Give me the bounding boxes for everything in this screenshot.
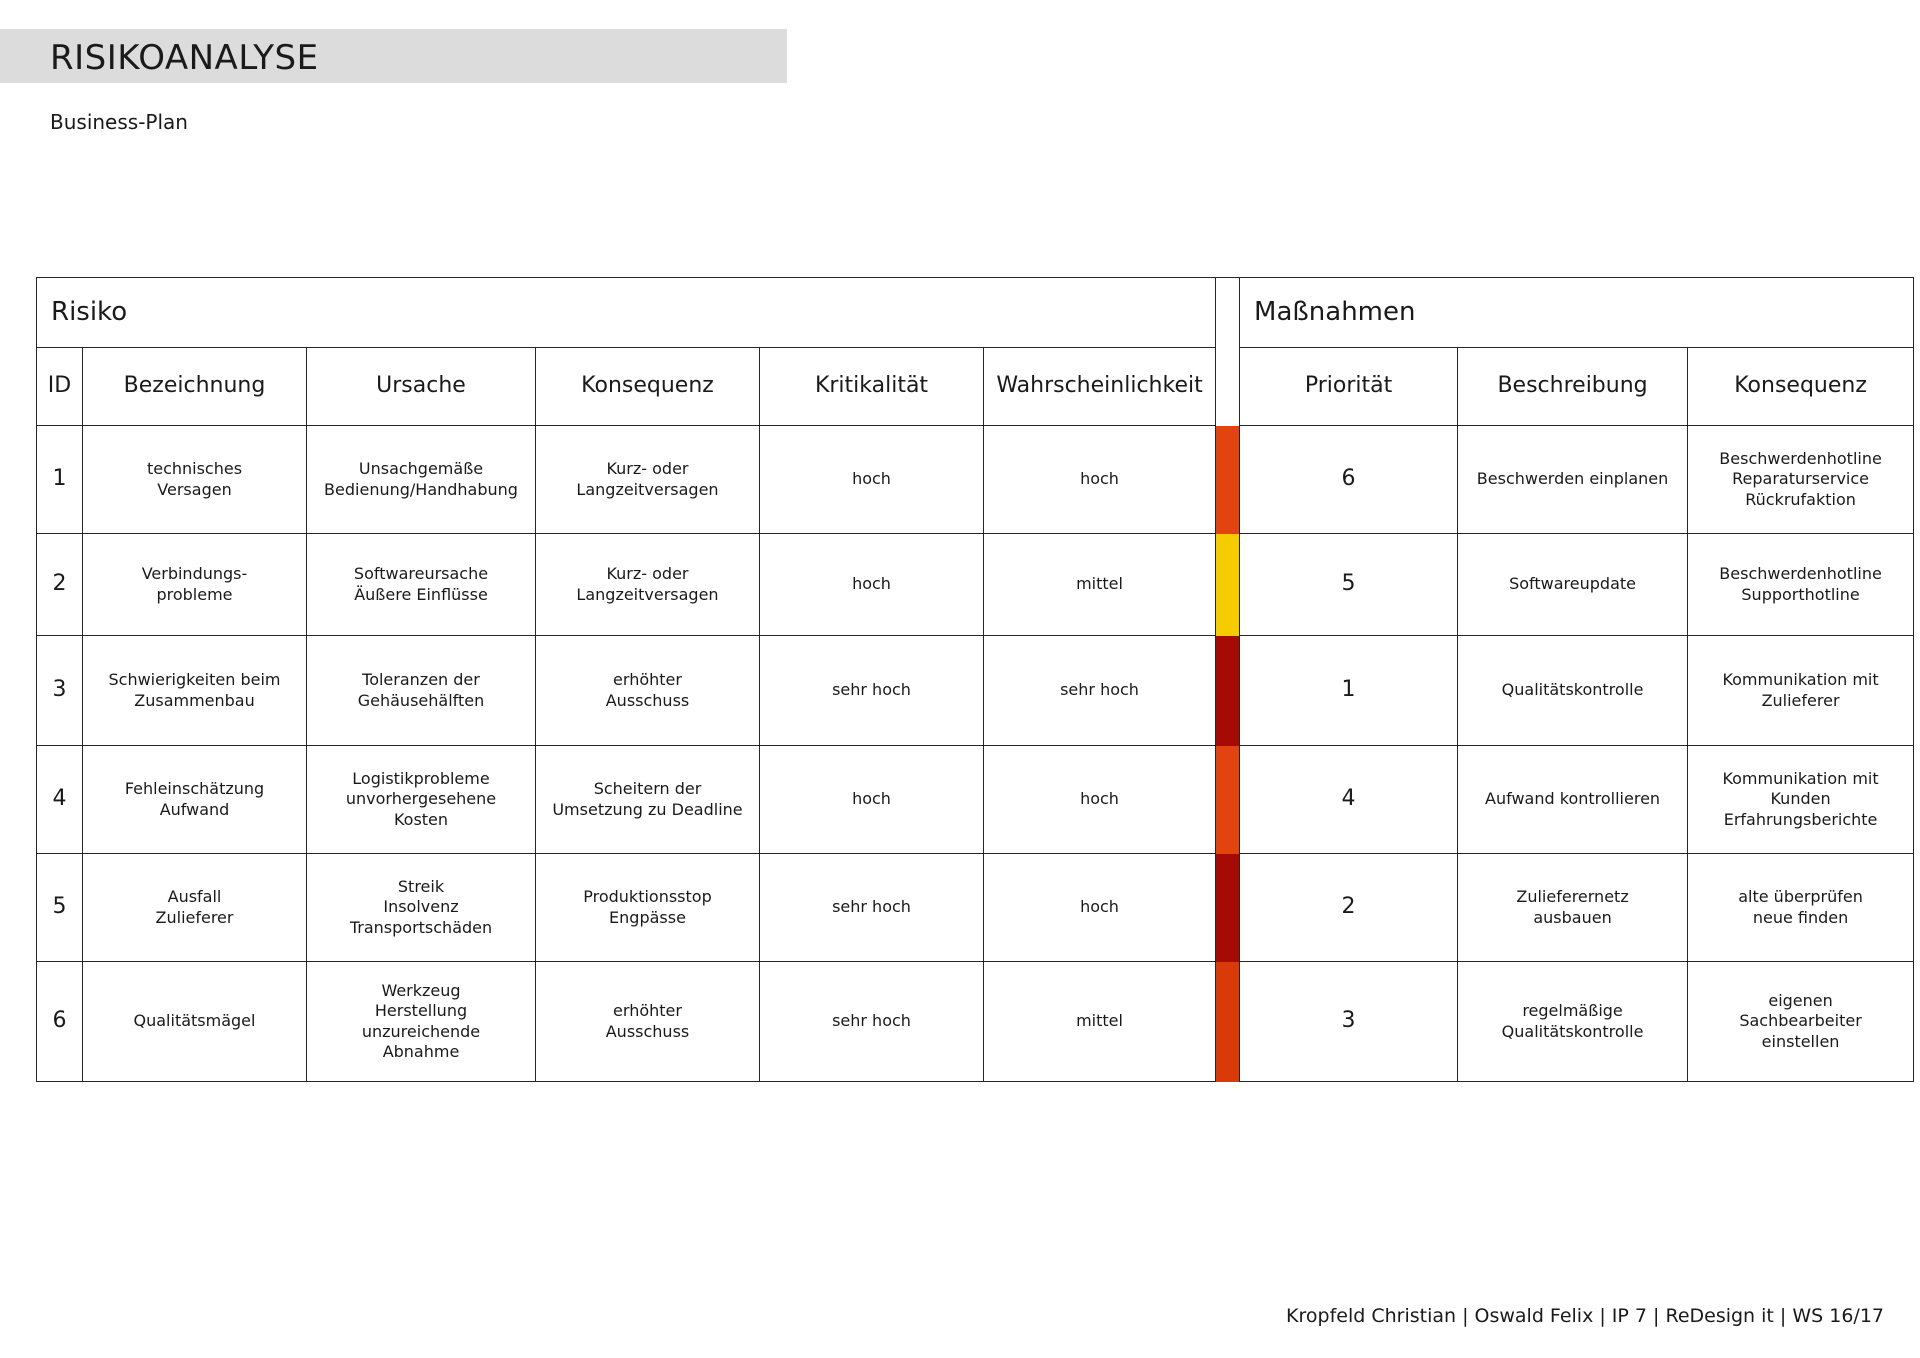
table-row: [37, 534, 1914, 636]
col-header-ursache: Ursache: [307, 348, 536, 426]
cell-prioritaet: 1: [1240, 636, 1458, 746]
risk-analysis-table-wrap: [36, 277, 1920, 1082]
severity-strip: [1216, 854, 1240, 962]
cell-kritikalitaet: sehr hoch: [760, 636, 984, 746]
cell-konsequenz: Kurz- oder Langzeitversagen: [536, 534, 760, 636]
table-row: [37, 636, 1914, 746]
cell-konsequenz-massnahme: Kommunikation mit Kunden Erfahrungsberichte: [1688, 746, 1914, 854]
table-row: [37, 854, 1914, 962]
cell-bezeichnung: Schwierigkeiten beim Zusammenbau: [83, 636, 307, 746]
risk-analysis-table: [36, 277, 1914, 1082]
col-header-prioritaet: Priorität: [1240, 348, 1458, 426]
cell-ursache: Unsachgemäße Bedienung/Handhabung: [307, 426, 536, 534]
cell-prioritaet: 4: [1240, 746, 1458, 854]
col-header-wahrscheinlichkeit: Wahrscheinlichkeit: [984, 348, 1216, 426]
col-header-kritikalitaet: Kritikalität: [760, 348, 984, 426]
table-header: [37, 278, 1914, 426]
group-header-risiko: Risiko: [37, 278, 1216, 348]
cell-konsequenz: Produktionsstop Engpässe: [536, 854, 760, 962]
page-title: RISIKOANALYSE: [50, 38, 319, 78]
cell-prioritaet: 5: [1240, 534, 1458, 636]
cell-wahrscheinlichkeit: mittel: [984, 962, 1216, 1082]
cell-konsequenz-massnahme: Beschwerdenhotline Reparaturservice Rückrufaktion: [1688, 426, 1914, 534]
cell-kritikalitaet: sehr hoch: [760, 962, 984, 1082]
cell-bezeichnung: Ausfall Zulieferer: [83, 854, 307, 962]
cell-konsequenz-massnahme: eigenen Sachbearbeiter einstellen: [1688, 962, 1914, 1082]
cell-beschreibung: Zulieferernetz ausbauen: [1458, 854, 1688, 962]
cell-wahrscheinlichkeit: sehr hoch: [984, 636, 1216, 746]
group-header-massnahmen: Maßnahmen: [1240, 278, 1914, 348]
severity-strip: [1216, 426, 1240, 534]
table-row: [37, 426, 1914, 534]
cell-id: 1: [37, 426, 83, 534]
cell-id: 5: [37, 854, 83, 962]
cell-bezeichnung: technisches Versagen: [83, 426, 307, 534]
cell-ursache: Toleranzen der Gehäusehälften: [307, 636, 536, 746]
severity-strip: [1216, 962, 1240, 1082]
col-header-beschreibung: Beschreibung: [1458, 348, 1688, 426]
table-row: [37, 962, 1914, 1082]
cell-wahrscheinlichkeit: hoch: [984, 746, 1216, 854]
severity-strip: [1216, 746, 1240, 854]
cell-konsequenz-massnahme: Beschwerdenhotline Supporthotline: [1688, 534, 1914, 636]
cell-kritikalitaet: hoch: [760, 534, 984, 636]
cell-konsequenz: erhöhter Ausschuss: [536, 636, 760, 746]
col-header-konsequenz-2: Konsequenz: [1688, 348, 1914, 426]
page-subtitle: Business-Plan: [50, 110, 188, 134]
severity-strip-header-2: [1216, 348, 1240, 426]
cell-prioritaet: 6: [1240, 426, 1458, 534]
cell-konsequenz: erhöhter Ausschuss: [536, 962, 760, 1082]
cell-beschreibung: Beschwerden einplanen: [1458, 426, 1688, 534]
column-header-row: [37, 348, 1914, 426]
cell-beschreibung: Softwareupdate: [1458, 534, 1688, 636]
cell-prioritaet: 3: [1240, 962, 1458, 1082]
cell-wahrscheinlichkeit: mittel: [984, 534, 1216, 636]
col-header-id: ID: [37, 348, 83, 426]
cell-prioritaet: 2: [1240, 854, 1458, 962]
cell-id: 3: [37, 636, 83, 746]
cell-kritikalitaet: hoch: [760, 426, 984, 534]
cell-ursache: Werkzeug Herstellung unzureichende Abnahme: [307, 962, 536, 1082]
cell-ursache: Softwareursache Äußere Einflüsse: [307, 534, 536, 636]
cell-konsequenz-massnahme: alte überprüfen neue finden: [1688, 854, 1914, 962]
cell-bezeichnung: Fehleinschätzung Aufwand: [83, 746, 307, 854]
severity-strip-header: [1216, 278, 1240, 348]
col-header-bezeichnung: Bezeichnung: [83, 348, 307, 426]
cell-beschreibung: regelmäßige Qualitätskontrolle: [1458, 962, 1688, 1082]
group-header-row: [37, 278, 1914, 348]
cell-bezeichnung: Verbindungs- probleme: [83, 534, 307, 636]
cell-konsequenz: Scheitern der Umsetzung zu Deadline: [536, 746, 760, 854]
table-body: [37, 426, 1914, 1082]
cell-ursache: Logistikprobleme unvorhergesehene Kosten: [307, 746, 536, 854]
cell-konsequenz-massnahme: Kommunikation mit Zulieferer: [1688, 636, 1914, 746]
cell-id: 6: [37, 962, 83, 1082]
col-header-konsequenz: Konsequenz: [536, 348, 760, 426]
cell-id: 2: [37, 534, 83, 636]
cell-id: 4: [37, 746, 83, 854]
cell-konsequenz: Kurz- oder Langzeitversagen: [536, 426, 760, 534]
cell-beschreibung: Qualitätskontrolle: [1458, 636, 1688, 746]
cell-bezeichnung: Qualitätsmägel: [83, 962, 307, 1082]
cell-kritikalitaet: sehr hoch: [760, 854, 984, 962]
footer-credits: Kropfeld Christian | Oswald Felix | IP 7 | ReDesign it | WS 16/17: [1286, 1305, 1884, 1327]
severity-strip: [1216, 534, 1240, 636]
cell-beschreibung: Aufwand kontrollieren: [1458, 746, 1688, 854]
cell-wahrscheinlichkeit: hoch: [984, 854, 1216, 962]
cell-wahrscheinlichkeit: hoch: [984, 426, 1216, 534]
severity-strip: [1216, 636, 1240, 746]
cell-ursache: Streik Insolvenz Transportschäden: [307, 854, 536, 962]
table-row: [37, 746, 1914, 854]
cell-kritikalitaet: hoch: [760, 746, 984, 854]
